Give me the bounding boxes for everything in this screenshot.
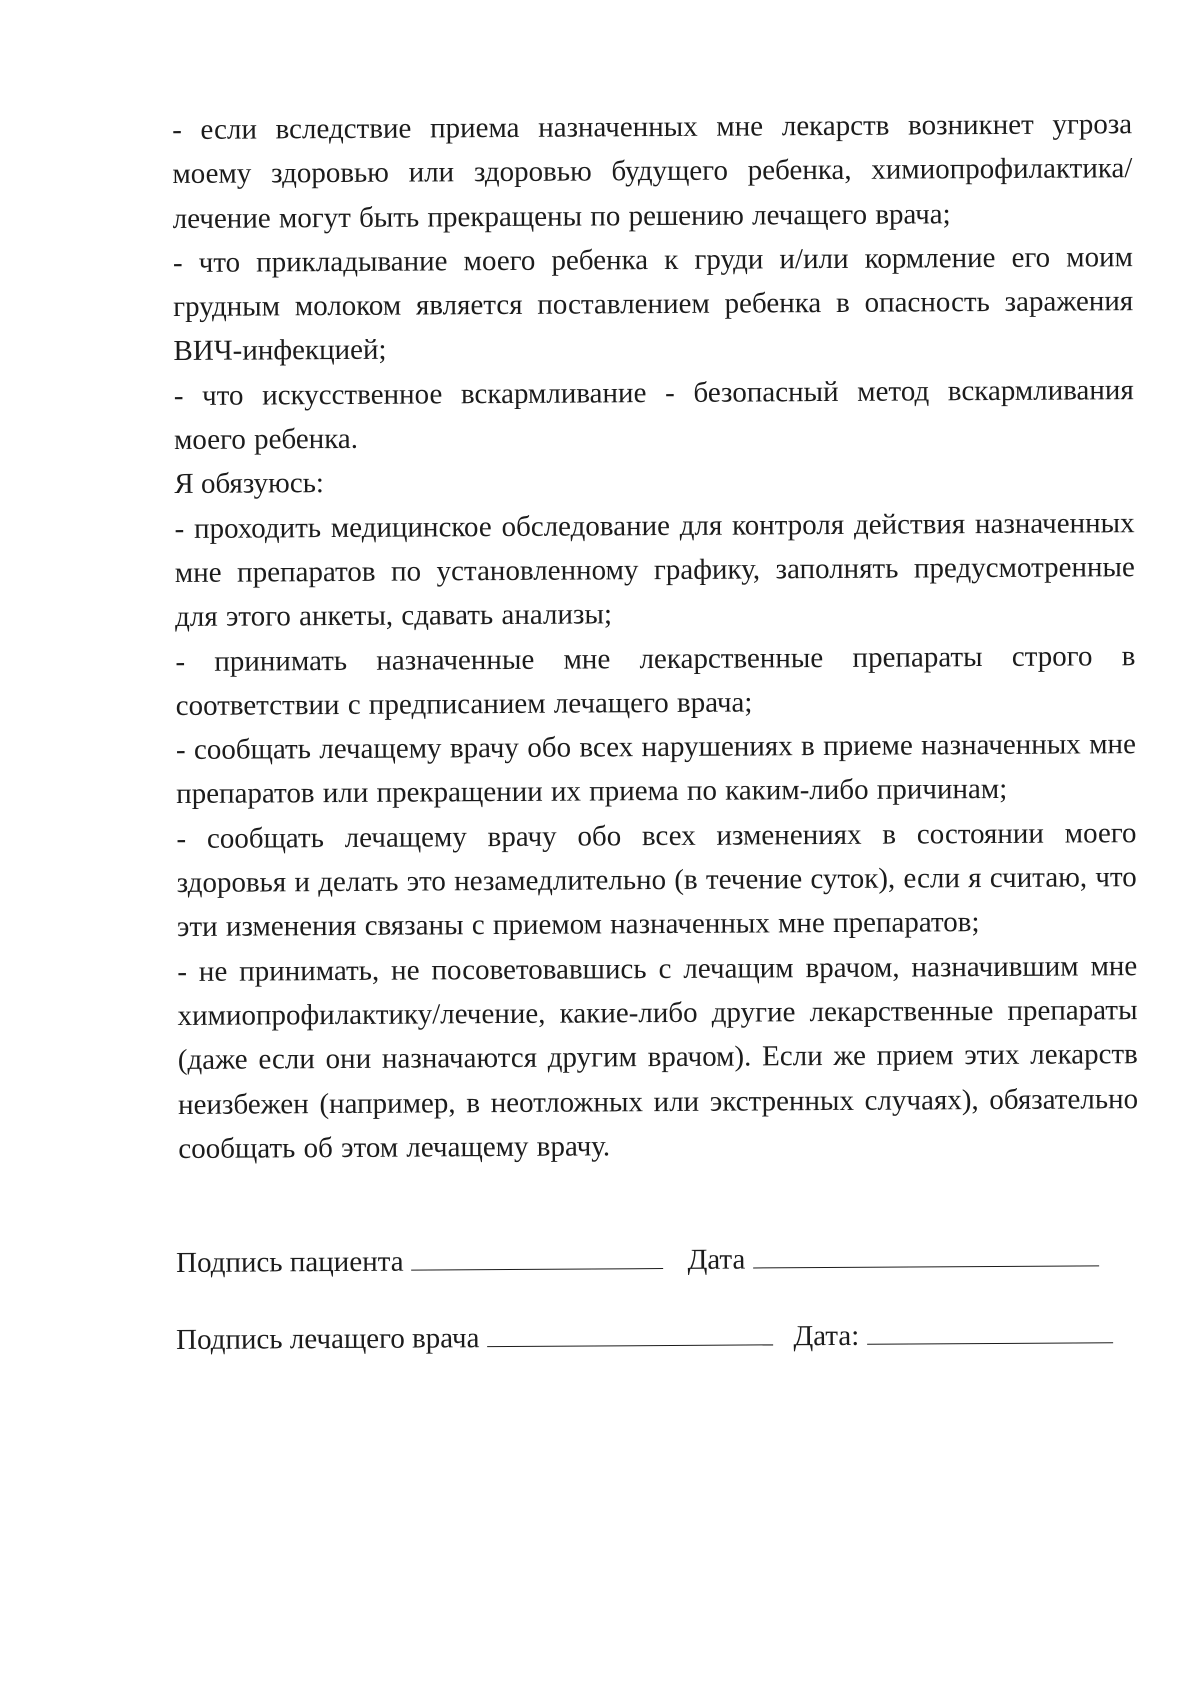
doctor-date-line[interactable] (867, 1320, 1113, 1345)
patient-date-line[interactable] (753, 1243, 1099, 1268)
patient-date-label: Дата (687, 1243, 746, 1276)
obligation-item: - сообщать лечащему врачу обо всех нарушениях в приеме назначенных мне препаратов или прекращении их приема по каким-либо причинам; (175, 728, 1137, 811)
obligation-item: - принимать назначенные мне лекарственные препараты строго в соответствии с предписанием лечащего врача; (175, 639, 1136, 722)
obligations-heading: Я обязуюсь: (174, 467, 325, 501)
obligation-item: - не принимать, не посоветовавшись с лечащим врачом, назначившим мне химиопрофилактику/лечение, какие-либо другие лекарственные препараты (даже если они назначаются другим врачом). Если же прием этих лекарств неизбежен (например, в неотложных или экстренных случаях), обязательно сообщать об этом лечащему врачу. (177, 949, 1139, 1165)
paragraph-health-risk: - если вследствие приема назначенных мне лекарств возникнет угроза моему здоровью или здоровью будущего ребенка, химиопрофилактика/лечение могут быть прекращены по решению лечащего врача; (172, 108, 1133, 235)
doctor-date-label: Дата: (793, 1319, 860, 1353)
patient-signature-row (176, 1241, 1136, 1280)
patient-signature-line[interactable] (411, 1246, 663, 1271)
paragraph-breastfeeding-risk: - что прикладывание моего ребенка к груди и/или кормление его моим грудным молоком является поставлением ребенка в опасность заражения ВИЧ-инфекцией; (172, 241, 1134, 368)
document-body (172, 102, 1138, 1171)
obligation-item: - проходить медицинское обследование для контроля действия назначенных мне препаратов по установленному графику, заполнять предусмотренные для этого анкеты, сдавать анализы; (174, 506, 1135, 634)
obligation-item: - сообщать лечащему врачу обо всех изменениях в состоянии моего здоровья и делать это незамедлительно (в течение суток), если я считаю, что эти изменения связаны с приемом назначенных мне препаратов; (176, 816, 1137, 944)
doctor-signature-line[interactable] (487, 1322, 773, 1347)
doctor-signature-row (176, 1318, 1136, 1357)
doctor-signature-label: Подпись лечащего врача (176, 1322, 480, 1356)
patient-signature-label: Подпись пациента (176, 1245, 404, 1279)
paragraph-artificial-feeding: - что искусственное вскармливание - безопасный метод вскармливания моего ребенка. (173, 373, 1134, 457)
